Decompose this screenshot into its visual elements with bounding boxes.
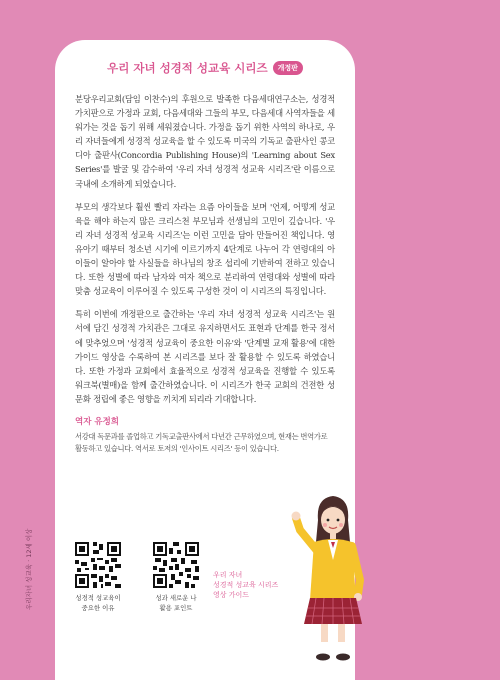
video-guide-label: 우리 자녀 성경적 성교육 시리즈 영상 가이드 bbox=[213, 571, 279, 599]
qr-item[interactable] bbox=[151, 540, 201, 613]
qr-code-icon[interactable] bbox=[151, 540, 201, 590]
qr-caption: 성경적 성교육이 중요한 이유 bbox=[75, 594, 121, 612]
page-title: 우리 자녀 성경적 성교육 시리즈 bbox=[107, 61, 268, 75]
qr-caption: 성과 새로운 나 활용 포인트 bbox=[155, 594, 197, 612]
qr-code-icon[interactable] bbox=[73, 540, 123, 590]
spine-label: 우리자녀 성교육 · 12세 이상 bbox=[25, 528, 33, 610]
translator-bio: 서강대 독문과를 졸업하고 기독교출판사에서 다년간 근무하였으며, 현재는 번역가로 활동하고 있습니다. 역서로 토저의 '인사이트 시리즈' 등이 있습니다. bbox=[75, 431, 328, 453]
revision-paragraph: 특히 이번에 개정판으로 출간하는 '우리 자녀 성경적 성교육 시리즈'는 원서에 담긴 성경적 가치관은 그대로 유지하면서도 표현과 단계를 한국 정서에 맞추었으며 '성경적 성교육이 중요한 이유'와 '단계별 교재 활용'에 대한 가이드 영상을 수록하여 본 시리즈를 보다 잘 활용할 수 있도록 하였습니다. 또한 가정과 교회에서 효율적으로 성경적 성교육을 진행할 수 있도록 워크북(별매)을 함께 출간하였습니다. 이 시리즈가 한국 교회의 건전한 성 문화 정립에 좋은 영향을 끼치게 되리라 기대합니다. bbox=[75, 309, 335, 404]
translator-heading: 역자 유정희 bbox=[75, 416, 120, 427]
series-paragraph: 부모의 생각보다 훨씬 빨리 자라는 요즘 아이들을 보며 '언제, 어떻게 성교육을 해야 하는지 많은 크리스천 부모님과 선생님의 고민이 깊습니다. '우리 자녀 성경적 성교육 시리즈'는 이런 고민을 담아 만들어진 책입니다. 영유아기 때부터 청소년 시기에 이르기까지 4단계로 나누어 각 연령대의 아이들이 알아야 할 사실들을 하나님의 창조 섭리에 기반하여 전하고 있습니다. 또한 성별에 따라 남자와 여자 책으로 분리하여 연령대와 성별에 따라 맞춤 성교육이 이루어질 수 있도록 구성한 것이 이 시리즈의 특징입니다. bbox=[75, 201, 335, 297]
intro-paragraph: 분당우리교회(담임 이찬수)의 후원으로 발족한 다음세대연구소는, 성경적 가치판으로 가정과 교회, 다음세대와 그들의 부모, 다음세대 사역자들을 세워가는 것을 돕기 위해 세워졌습니다. 가정을 돕기 위한 사역의 하나로, 우리 자녀들에게 성경적 성교육을 할 수 있도록 미국의 기독교 출판사인 콩코디아 출판사(Concordia Publishing House)의 'Learning about Sex Series'를 발굴 및 감수하여 '우리 자녀 성경적 성교육 시리즈'란 이름으로 국내에 소개하게 되었습니다. bbox=[75, 94, 335, 189]
qr-item[interactable] bbox=[73, 540, 123, 613]
edition-badge: 개정판 bbox=[273, 61, 303, 75]
girl-illustration-icon bbox=[288, 490, 378, 665]
title-row bbox=[75, 60, 335, 76]
qr-area bbox=[73, 540, 201, 613]
